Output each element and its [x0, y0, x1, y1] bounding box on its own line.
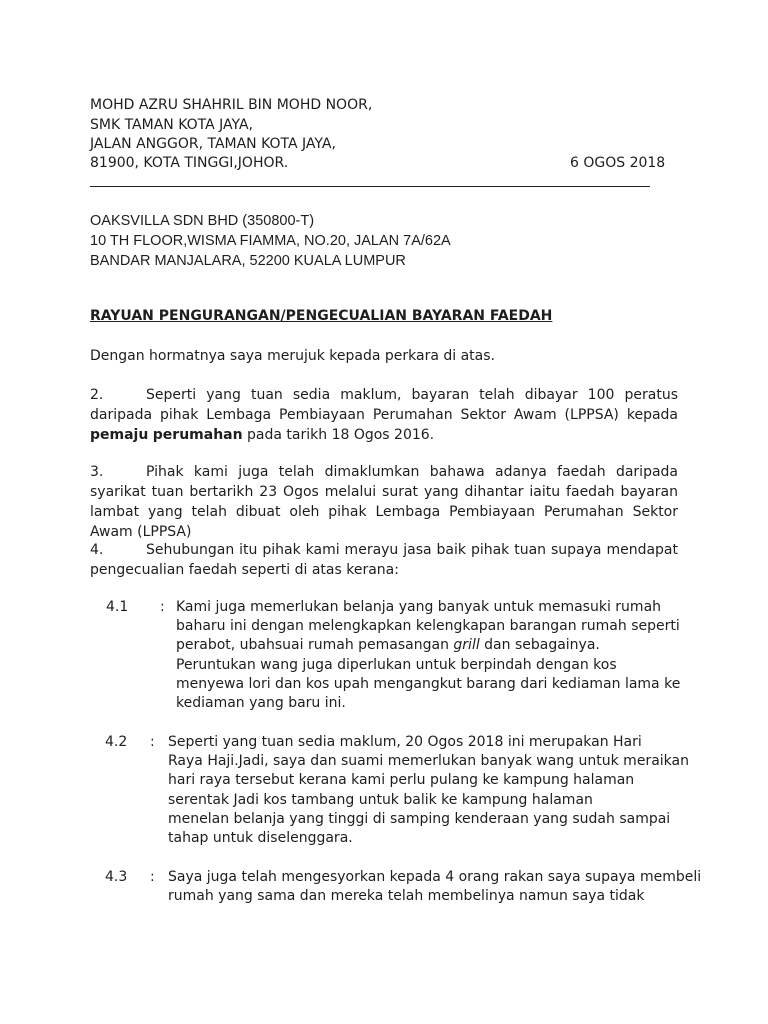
sender-address-line-1: SMK TAMAN KOTA JAYA,: [90, 117, 254, 133]
italic-term: grill: [453, 637, 480, 653]
item-4-2-line: tahap untuk diselenggara.: [168, 830, 353, 846]
paragraph-text: Seperti yang tuan sedia maklum, bayaran telah dibayar 100 peratus daripada pihak Lembaga Pembiayaan Perumahan Sektor Awam (LPPSA) kepada: [90, 387, 678, 423]
paragraph-2: [90, 385, 678, 445]
item-4-1-line: perabot, ubahsuai rumah pemasangan grill dan sebagainya.: [176, 637, 600, 653]
item-4-1-line: Kami juga memerlukan belanja yang banyak untuk memasuki rumah: [176, 599, 662, 615]
recipient-address-line-2: BANDAR MANJALARA, 52200 KUALA LUMPUR: [90, 253, 406, 269]
item-number: 4.1: [106, 599, 129, 615]
recipient-address-line-1: 10 TH FLOOR,WISMA FIAMMA, NO.20, JALAN 7A/62A: [90, 233, 451, 249]
item-4-1-line: baharu ini dengan melengkapkan kelengkapan barangan rumah seperti: [176, 618, 680, 634]
item-4-1-line: Peruntukan wang juga diperlukan untuk berpindah dengan kos: [176, 657, 617, 673]
sender-name: MOHD AZRU SHAHRIL BIN MOHD NOOR,: [90, 97, 373, 113]
opening-sentence: Dengan hormatnya saya merujuk kepada perkara di atas.: [90, 348, 495, 364]
item-number: 4.3: [105, 869, 128, 885]
item-4-3-line: rumah yang sama dan mereka telah membelinya namun saya tidak: [168, 888, 645, 904]
letter-date: 6 OGOS 2018: [570, 155, 666, 171]
sender-address-line-3: 81900, KOTA TINGGI,JOHOR.: [90, 155, 289, 171]
paragraph-text: pada tarikh 18 Ogos 2016.: [242, 427, 435, 443]
item-number: 4.2: [105, 734, 128, 750]
item-4-2-line: serentak Jadi kos tambang untuk balik ke kampung halaman: [168, 792, 593, 808]
recipient-company: OAKSVILLA SDN BHD (350800-T): [90, 213, 315, 229]
item-4-2-line: Raya Haji.Jadi, saya dan suami memerlukan banyak wang untuk meraikan: [168, 753, 689, 769]
item-4-2-line: hari raya tersebut kerana kami perlu pulang ke kampung halaman: [168, 772, 635, 788]
item-4-1-line: menyewa lori dan kos upah mengangkut barang dari kediaman lama ke: [176, 676, 681, 692]
bold-term: pemaju: [90, 427, 149, 443]
bold-term: perumahan: [152, 427, 243, 443]
header-divider: [90, 186, 650, 187]
item-4-3-line: Saya juga telah mengesyorkan kepada 4 orang rakan saya supaya membeli: [168, 869, 702, 885]
paragraph-number: 3.: [90, 464, 104, 480]
item-4-1-line: kediaman yang baru ini.: [176, 695, 346, 711]
item-separator: :: [150, 869, 155, 885]
sender-address-line-2: JALAN ANGGOR, TAMAN KOTA JAYA,: [90, 136, 336, 152]
item-4-2-line: menelan belanja yang tinggi di samping kenderaan yang sudah sampai: [168, 811, 671, 827]
paragraph-3: [90, 462, 678, 542]
item-separator: :: [150, 734, 155, 750]
paragraph-text: Sehubungan itu pihak kami merayu jasa baik pihak tuan supaya mendapat pengecualian faedah seperti di atas kerana:: [90, 542, 678, 578]
paragraph-4: [90, 540, 678, 580]
letter-subject: RAYUAN PENGURANGAN/PENGECUALIAN BAYARAN FAEDAH: [90, 308, 553, 324]
paragraph-text: Pihak kami juga telah dimaklumkan bahawa adanya faedah daripada syarikat tuan bertarikh 23 Ogos melalui surat yang dihantar iaitu faedah bayaran lambat yang telah dibuat oleh pihak Lembaga Pembiayaan Perumahan Sektor Awam (LPPSA): [90, 464, 678, 540]
item-4-2-line: Seperti yang tuan sedia maklum, 20 Ogos 2018 ini merupakan Hari: [168, 734, 642, 750]
paragraph-number: 4.: [90, 542, 104, 558]
item-separator: :: [160, 599, 165, 615]
paragraph-number: 2.: [90, 387, 104, 403]
